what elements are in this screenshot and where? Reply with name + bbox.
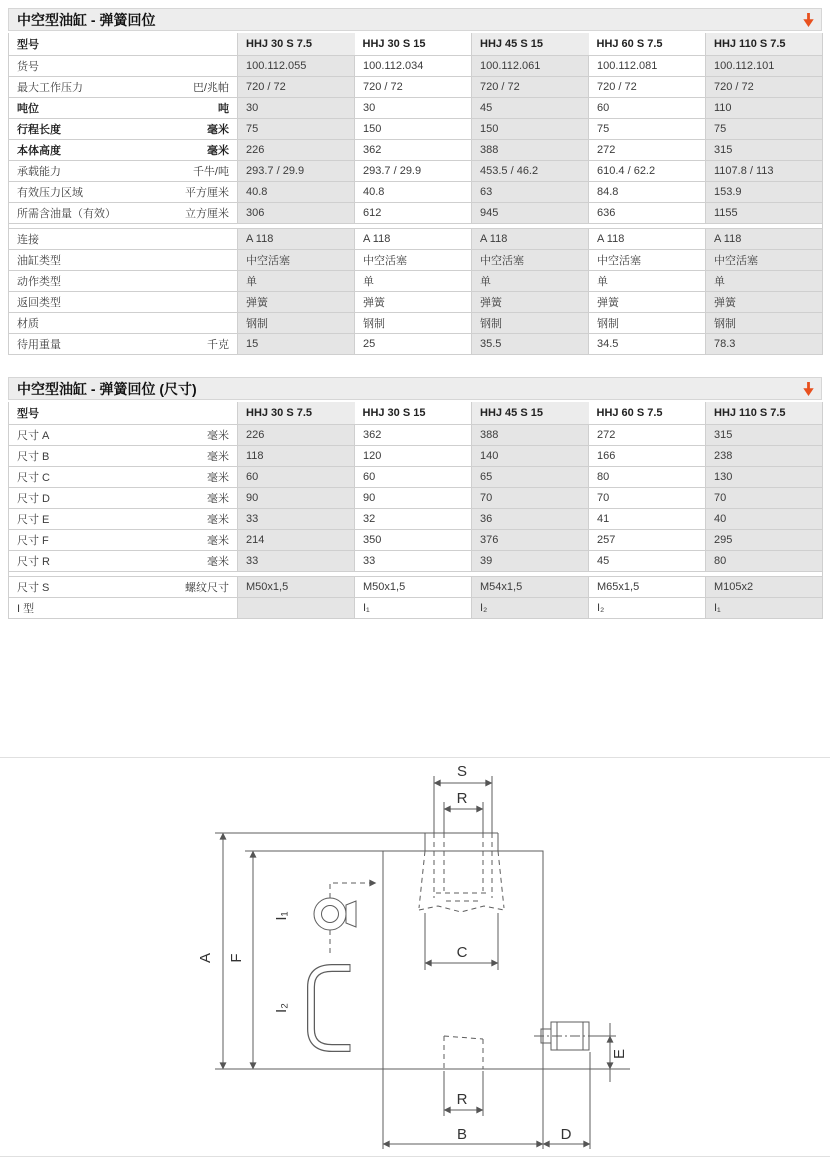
value-cell: 720 / 72 — [472, 77, 589, 98]
value-cell: 40.8 — [238, 182, 355, 203]
value-cell: 65 — [472, 467, 589, 488]
row-label: 待用重量 — [17, 339, 61, 351]
row-label-cell — [9, 56, 238, 77]
label-S: S — [456, 763, 468, 780]
row-unit: 平方厘米 — [185, 187, 229, 199]
table-row — [9, 140, 823, 161]
value-cell: 中空活塞 — [472, 250, 589, 271]
value-cell: 15 — [238, 334, 355, 355]
table-row — [9, 98, 823, 119]
value-cell: 350 — [355, 530, 472, 551]
value-cell: 150 — [355, 119, 472, 140]
value-cell: 34.5 — [589, 334, 706, 355]
value-cell: 945 — [472, 203, 589, 224]
value-cell: 45 — [472, 98, 589, 119]
value-cell: 60 — [355, 467, 472, 488]
table-row — [9, 530, 823, 551]
row-label-cell — [9, 250, 238, 271]
table-row — [9, 598, 823, 619]
value-cell: 弹簧 — [472, 292, 589, 313]
value-cell: 中空活塞 — [589, 250, 706, 271]
value-cell: 90 — [238, 488, 355, 509]
value-cell: 45 — [589, 551, 706, 572]
value-cell: 80 — [589, 467, 706, 488]
value-cell: I₁ — [706, 598, 823, 619]
row-label: 尺寸 S — [17, 582, 50, 594]
value-cell: 35.5 — [472, 334, 589, 355]
table-row — [9, 119, 823, 140]
value-cell: 120 — [355, 446, 472, 467]
value-cell: 100.112.055 — [238, 56, 355, 77]
row-label-cell — [9, 77, 238, 98]
value-cell: M105x2 — [706, 577, 823, 598]
row-unit: 螺纹尺寸 — [185, 582, 229, 594]
row-label-cell — [9, 313, 238, 334]
value-cell: 257 — [589, 530, 706, 551]
value-cell: 610.4 / 62.2 — [589, 161, 706, 182]
column-header: HHJ 60 S 7.5 — [589, 402, 706, 425]
value-cell: M50x1,5 — [238, 577, 355, 598]
row-unit: 立方厘米 — [185, 208, 229, 220]
value-cell: 100.112.101 — [706, 56, 823, 77]
row-label: 连接 — [17, 234, 39, 246]
value-cell: 166 — [589, 446, 706, 467]
value-cell: 60 — [238, 467, 355, 488]
value-cell: I₂ — [472, 598, 589, 619]
value-cell — [238, 598, 355, 619]
value-cell: 100.112.034 — [355, 56, 472, 77]
row-unit: 毫米 — [207, 535, 229, 547]
row-label: 尺寸 R — [17, 556, 50, 568]
row-unit: 毫米 — [207, 556, 229, 568]
spec-table — [8, 33, 823, 355]
value-cell: 中空活塞 — [238, 250, 355, 271]
value-cell: 75 — [238, 119, 355, 140]
value-cell: 80 — [706, 551, 823, 572]
value-cell: 100.112.061 — [472, 56, 589, 77]
value-cell: 140 — [472, 446, 589, 467]
value-cell: A 118 — [589, 229, 706, 250]
row-label: 尺寸 C — [17, 472, 50, 484]
value-cell: 238 — [706, 446, 823, 467]
table-row — [9, 577, 823, 598]
value-cell: 60 — [589, 98, 706, 119]
value-cell: 272 — [589, 140, 706, 161]
label-E: E — [611, 1048, 628, 1060]
row-label-cell — [9, 598, 238, 619]
column-header: HHJ 30 S 7.5 — [238, 33, 355, 56]
row-unit: 毫米 — [207, 145, 229, 157]
table-row — [9, 488, 823, 509]
value-cell: 33 — [238, 509, 355, 530]
row-label-cell — [9, 509, 238, 530]
value-cell: 1107.8 / 113 — [706, 161, 823, 182]
row-label-cell — [9, 530, 238, 551]
value-cell: 30 — [238, 98, 355, 119]
value-cell: M65x1,5 — [589, 577, 706, 598]
label-R-top: R — [456, 790, 468, 807]
table-row — [9, 182, 823, 203]
label-B: B — [456, 1126, 468, 1143]
value-cell: 226 — [238, 425, 355, 446]
value-cell: 63 — [472, 182, 589, 203]
section-header-bar — [8, 377, 822, 400]
table-row — [9, 467, 823, 488]
value-cell: M50x1,5 — [355, 577, 472, 598]
value-cell: 中空活塞 — [355, 250, 472, 271]
row-label: I 型 — [17, 603, 35, 615]
row-label-cell — [9, 182, 238, 203]
value-cell: 84.8 — [589, 182, 706, 203]
row-label-cell — [9, 467, 238, 488]
value-cell: 315 — [706, 140, 823, 161]
row-label: 尺寸 E — [17, 514, 50, 526]
row-unit: 毫米 — [207, 451, 229, 463]
value-cell: 70 — [472, 488, 589, 509]
value-cell: 钢制 — [355, 313, 472, 334]
table-row — [9, 203, 823, 224]
row-label-cell — [9, 229, 238, 250]
value-cell: 315 — [706, 425, 823, 446]
row-label: 尺寸 D — [17, 493, 50, 505]
value-cell: 单 — [706, 271, 823, 292]
value-cell: 388 — [472, 140, 589, 161]
row-unit: 千克 — [207, 339, 229, 351]
row-label: 承载能力 — [17, 166, 61, 178]
value-cell: 40.8 — [355, 182, 472, 203]
value-cell: 110 — [706, 98, 823, 119]
row-label: 最大工作压力 — [17, 82, 83, 94]
value-cell: 100.112.081 — [589, 56, 706, 77]
value-cell: 钢制 — [472, 313, 589, 334]
row-label-cell — [9, 577, 238, 598]
value-cell: 钢制 — [706, 313, 823, 334]
dim-A — [215, 833, 425, 1069]
row-unit: 毫米 — [207, 493, 229, 505]
value-cell: I₁ — [355, 598, 472, 619]
value-cell: 150 — [472, 119, 589, 140]
value-cell: 钢制 — [589, 313, 706, 334]
row-label: 本体高度 — [17, 145, 61, 157]
value-cell: 293.7 / 29.9 — [355, 161, 472, 182]
table-row — [9, 271, 823, 292]
arrow-down-icon[interactable] — [802, 12, 815, 28]
value-cell: 41 — [589, 509, 706, 530]
label-A: A — [197, 952, 214, 964]
value-cell: 1155 — [706, 203, 823, 224]
value-cell: 130 — [706, 467, 823, 488]
cylinder-body-outline — [215, 851, 630, 1069]
table-row — [9, 77, 823, 98]
value-cell: 362 — [355, 425, 472, 446]
row-label: 尺寸 F — [17, 535, 49, 547]
table-row — [9, 292, 823, 313]
row-label: 油缸类型 — [17, 255, 61, 267]
label-F: F — [228, 953, 245, 963]
arrow-down-icon[interactable] — [802, 381, 815, 397]
column-header: HHJ 110 S 7.5 — [706, 33, 823, 56]
value-cell: 720 / 72 — [355, 77, 472, 98]
row-label-cell — [9, 161, 238, 182]
label-D: D — [560, 1126, 572, 1143]
value-cell: 75 — [706, 119, 823, 140]
value-cell: 78.3 — [706, 334, 823, 355]
value-cell: 388 — [472, 425, 589, 446]
value-cell: 720 / 72 — [589, 77, 706, 98]
label-I2: I₂ — [273, 1003, 290, 1013]
table-row — [9, 446, 823, 467]
section-title: 中空型油缸 - 弹簧回位 (尺寸) — [17, 380, 197, 397]
value-cell: 362 — [355, 140, 472, 161]
value-cell: 720 / 72 — [238, 77, 355, 98]
row-label-cell — [9, 140, 238, 161]
value-cell: 272 — [589, 425, 706, 446]
table-row — [9, 551, 823, 572]
section-title: 中空型油缸 - 弹簧回位 — [17, 11, 156, 28]
value-cell: 70 — [706, 488, 823, 509]
value-cell: 453.5 / 46.2 — [472, 161, 589, 182]
row-label-cell — [9, 446, 238, 467]
table-row — [9, 56, 823, 77]
value-cell: 中空活塞 — [706, 250, 823, 271]
value-cell: 153.9 — [706, 182, 823, 203]
value-cell: 33 — [355, 551, 472, 572]
value-cell: 弹簧 — [589, 292, 706, 313]
value-cell: 25 — [355, 334, 472, 355]
plunger-outline — [425, 833, 498, 851]
model-column-label: 型号 — [9, 33, 238, 56]
row-label: 尺寸 A — [17, 430, 50, 442]
value-cell: I₂ — [589, 598, 706, 619]
model-column-label: 型号 — [9, 402, 238, 425]
dimension-section — [8, 377, 822, 619]
row-label: 材质 — [17, 318, 39, 330]
value-cell: 720 / 72 — [706, 77, 823, 98]
row-unit: 毫米 — [207, 430, 229, 442]
label-I1: I₁ — [273, 911, 290, 921]
row-unit: 吨 — [218, 103, 229, 115]
row-unit: 巴/兆帕 — [192, 82, 229, 94]
value-cell: 40 — [706, 509, 823, 530]
value-cell: 90 — [355, 488, 472, 509]
table-row — [9, 250, 823, 271]
value-cell: A 118 — [472, 229, 589, 250]
value-cell: 36 — [472, 509, 589, 530]
row-label-cell — [9, 551, 238, 572]
row-label: 返回类型 — [17, 297, 61, 309]
column-header: HHJ 30 S 15 — [355, 402, 472, 425]
column-header: HHJ 110 S 7.5 — [706, 402, 823, 425]
value-cell: M54x1,5 — [472, 577, 589, 598]
table-row — [9, 509, 823, 530]
value-cell: 39 — [472, 551, 589, 572]
row-label-cell — [9, 488, 238, 509]
value-cell: 306 — [238, 203, 355, 224]
value-cell: 钢制 — [238, 313, 355, 334]
value-cell: 弹簧 — [355, 292, 472, 313]
row-label: 货号 — [17, 61, 39, 73]
table-row — [9, 229, 823, 250]
value-cell: 单 — [589, 271, 706, 292]
row-label-cell — [9, 119, 238, 140]
row-unit: 毫米 — [207, 514, 229, 526]
value-cell: 70 — [589, 488, 706, 509]
label-R-bottom: R — [456, 1091, 468, 1108]
column-header: HHJ 45 S 15 — [472, 33, 589, 56]
value-cell: A 118 — [238, 229, 355, 250]
value-cell: 30 — [355, 98, 472, 119]
table-row — [9, 334, 823, 355]
row-label-cell — [9, 203, 238, 224]
value-cell: 33 — [238, 551, 355, 572]
value-cell: 75 — [589, 119, 706, 140]
value-cell: 弹簧 — [238, 292, 355, 313]
column-header: HHJ 30 S 15 — [355, 33, 472, 56]
hidden-lines — [330, 833, 504, 1069]
value-cell: 612 — [355, 203, 472, 224]
row-label-cell — [9, 292, 238, 313]
value-cell: 弹簧 — [706, 292, 823, 313]
row-label: 行程长度 — [17, 124, 61, 136]
column-header: HHJ 45 S 15 — [472, 402, 589, 425]
table-row — [9, 161, 823, 182]
value-cell: A 118 — [355, 229, 472, 250]
column-header: HHJ 60 S 7.5 — [589, 33, 706, 56]
dimension-diagram — [0, 757, 830, 1157]
row-label: 有效压力区域 — [17, 187, 83, 199]
dim-C — [425, 913, 498, 970]
value-cell: 376 — [472, 530, 589, 551]
carry-handle-icon — [311, 964, 350, 1052]
eye-bolt-icon — [314, 898, 356, 930]
row-label-cell — [9, 425, 238, 446]
value-cell: 单 — [238, 271, 355, 292]
value-cell: A 118 — [706, 229, 823, 250]
table-row — [9, 313, 823, 334]
row-label-cell — [9, 271, 238, 292]
row-label-cell — [9, 98, 238, 119]
row-label: 尺寸 B — [17, 451, 50, 463]
value-cell: 214 — [238, 530, 355, 551]
row-label: 所需含油量（有效） — [17, 208, 116, 220]
value-cell: 32 — [355, 509, 472, 530]
value-cell: 293.7 / 29.9 — [238, 161, 355, 182]
dimension-table — [8, 402, 823, 619]
spec-section — [8, 8, 822, 355]
value-cell: 118 — [238, 446, 355, 467]
row-label: 动作类型 — [17, 276, 61, 288]
row-label: 吨位 — [17, 103, 39, 115]
column-header: HHJ 30 S 7.5 — [238, 402, 355, 425]
value-cell: 226 — [238, 140, 355, 161]
table-row — [9, 425, 823, 446]
value-cell: 单 — [472, 271, 589, 292]
row-unit: 毫米 — [207, 124, 229, 136]
row-unit: 毫米 — [207, 472, 229, 484]
row-label-cell — [9, 334, 238, 355]
row-unit: 千牛/吨 — [192, 166, 229, 178]
section-header-bar — [8, 8, 822, 31]
value-cell: 295 — [706, 530, 823, 551]
value-cell: 单 — [355, 271, 472, 292]
value-cell: 636 — [589, 203, 706, 224]
label-C: C — [456, 944, 468, 961]
